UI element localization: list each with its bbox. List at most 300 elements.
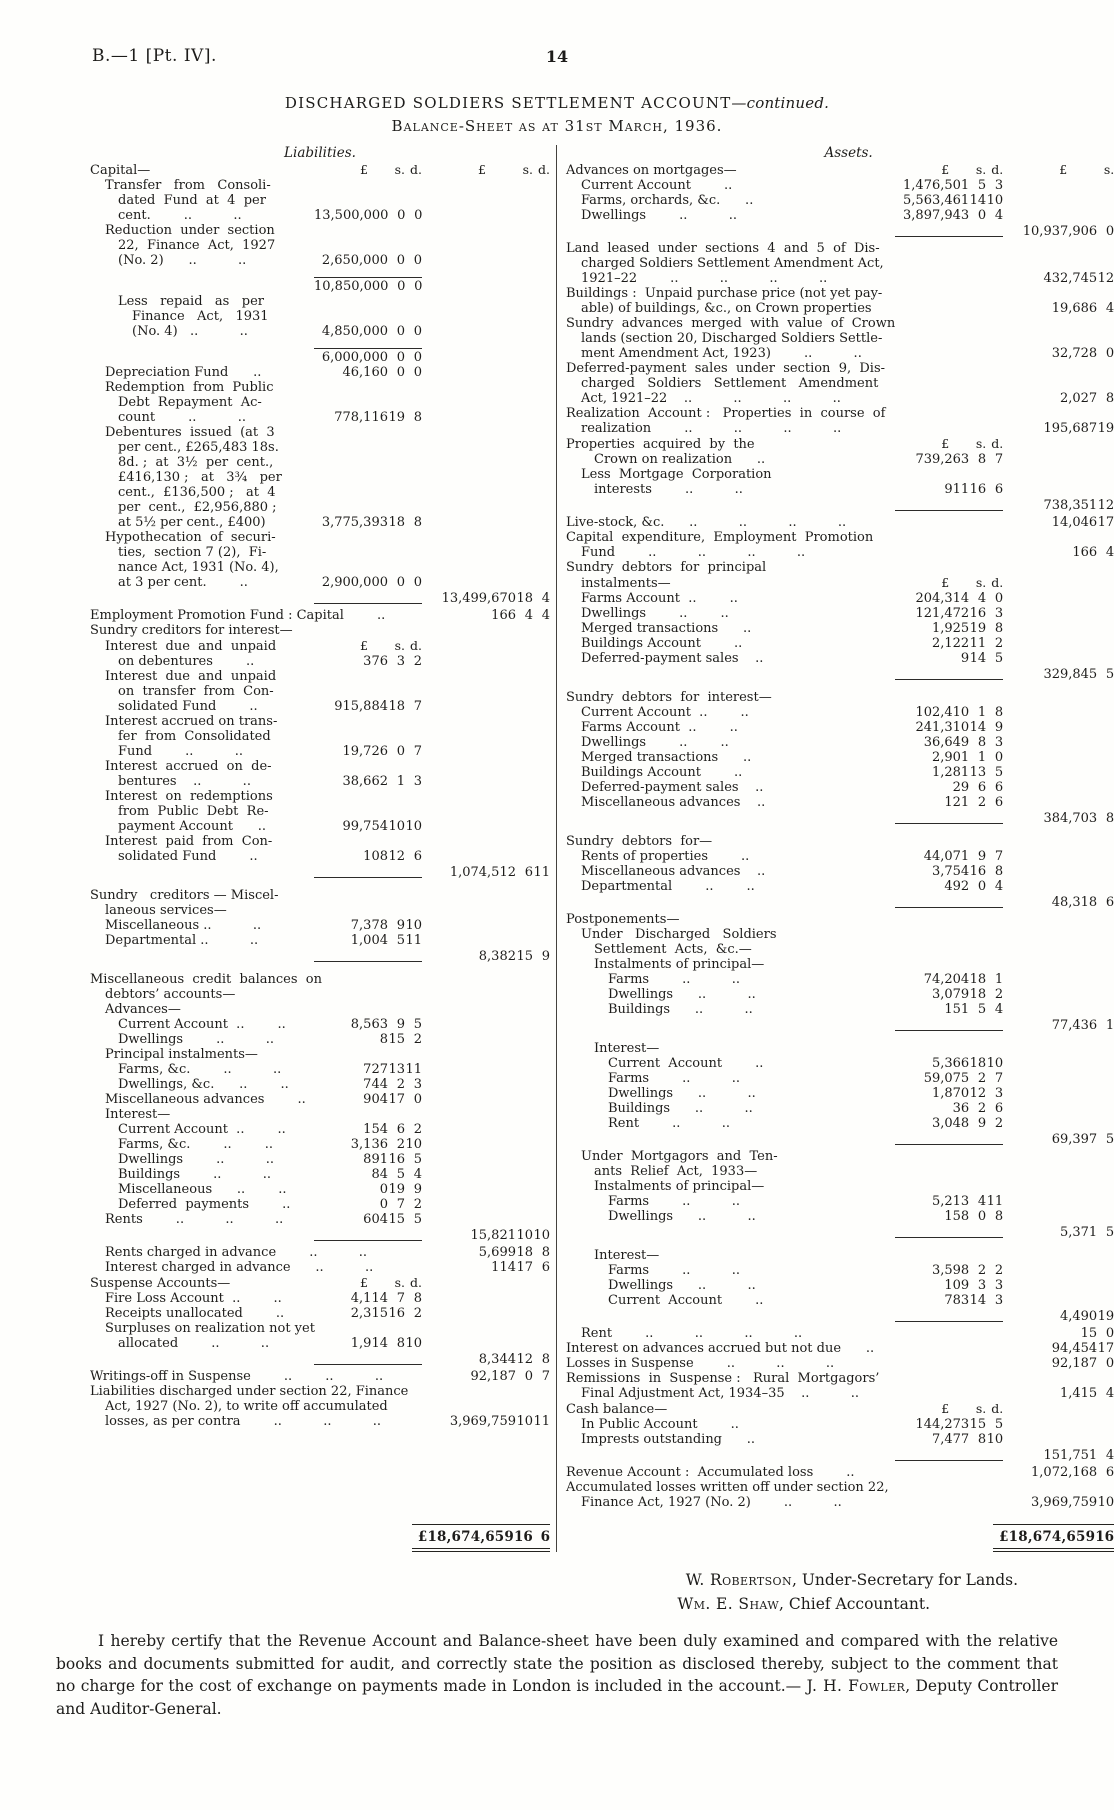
amount-shillings: 10 xyxy=(516,1414,533,1429)
ledger-row xyxy=(90,918,550,933)
amount-pounds: 492 xyxy=(944,879,970,894)
inner-amount-cell xyxy=(895,795,1003,810)
ledger-row xyxy=(90,1062,550,1077)
inner-amount-cell xyxy=(895,1263,1003,1278)
amount-pounds xyxy=(895,501,969,510)
row-label: Advances on mortgages— xyxy=(566,163,737,178)
amount-shillings: 18 xyxy=(388,515,405,530)
row-label: Less Mortgage Corporation xyxy=(581,467,772,482)
inner-amount-cell xyxy=(895,208,1003,223)
amount-shillings: 16 xyxy=(969,482,987,497)
amount-shillings: 18 xyxy=(969,972,987,987)
amount-pounds: 384,703 xyxy=(1043,811,1098,826)
amount-shillings: 0 xyxy=(1105,224,1114,239)
amount-pence: 2 xyxy=(413,654,422,669)
ledger-row xyxy=(566,331,1114,346)
row-label: lands (section 20, Discharged Soldiers Settle- xyxy=(581,331,883,346)
ledger-row xyxy=(566,1326,1114,1341)
ledger-row xyxy=(90,1047,550,1062)
amount-shillings: 12 xyxy=(516,1352,533,1367)
row-label: Hypothecation of securi- xyxy=(105,530,276,545)
ledger-row xyxy=(566,575,1114,591)
amount-pounds: 2,901 xyxy=(931,750,970,765)
ledger-row xyxy=(566,271,1114,286)
liabilities-total-amounts xyxy=(412,1524,550,1552)
amount-pence: 0 xyxy=(414,208,423,223)
amount-pence: 8 xyxy=(541,1245,550,1260)
amount-pounds: 29 xyxy=(952,780,970,795)
amount-shillings: 16 xyxy=(388,1306,405,1321)
ledger-row xyxy=(566,1341,1114,1356)
ledger-row xyxy=(90,789,550,804)
amount-pounds: 102,410 xyxy=(915,705,970,720)
inner-amount-cell xyxy=(314,1062,422,1077)
amount-pence xyxy=(405,594,422,603)
inner-amount-cell xyxy=(895,1432,1003,1447)
amount-pounds: 44,071 xyxy=(923,849,970,864)
row-label: Sundry debtors for interest— xyxy=(566,690,772,705)
ledger-row xyxy=(90,972,550,987)
amount-pence: 7 xyxy=(413,699,422,714)
ledger-row xyxy=(566,530,1114,545)
ledger-row xyxy=(566,1002,1114,1017)
amount-pence: 3 xyxy=(994,1086,1004,1101)
amount-shillings xyxy=(388,594,405,603)
ledger-row xyxy=(90,294,550,309)
balance-sheet xyxy=(90,145,1114,1552)
inner-amount-cell xyxy=(895,765,1003,780)
amount-pence: 5 xyxy=(413,1017,422,1032)
amount-shillings: 9 xyxy=(396,918,405,933)
ledger-row xyxy=(90,470,550,485)
liabilities-column xyxy=(90,145,556,1552)
balance-sheet-subtitle: Balance-Sheet as at 31st March, 1936. xyxy=(391,117,723,135)
ledger-row xyxy=(566,927,1114,942)
amount-pence xyxy=(405,268,422,277)
amount-pounds: 32,728 xyxy=(1051,346,1098,361)
subtotal-rule-row xyxy=(90,591,550,606)
inner-amount-cell xyxy=(314,575,422,590)
amount-pounds: 5,213 xyxy=(931,1194,970,1209)
row-label: fer from Consolidated xyxy=(118,729,271,744)
ledger-row xyxy=(90,500,550,515)
row-label: Farms Account .. .. xyxy=(581,720,738,735)
row-label: laneous services— xyxy=(105,903,227,918)
amount-pence: 9 xyxy=(994,720,1004,735)
currency-col-header: d. xyxy=(991,575,1004,590)
amount-pounds: 5,563,461 xyxy=(903,193,970,208)
currency-col-header: s. xyxy=(394,1275,405,1290)
amount-pounds: 144,273 xyxy=(915,1417,970,1432)
outer-amount-cell xyxy=(1003,346,1114,361)
ledger-row xyxy=(566,1086,1114,1101)
row-label: Current Account .. xyxy=(608,1293,764,1308)
row-label: Departmental .. .. xyxy=(105,933,259,948)
currency-col-header: £ xyxy=(941,436,950,451)
amount-pounds: 1,476,501 xyxy=(903,178,970,193)
ledger-row xyxy=(566,208,1114,223)
outer-amount-cell xyxy=(422,1414,550,1429)
amount-shillings: 1 xyxy=(396,774,405,789)
row-label: Miscellaneous advances .. xyxy=(105,1092,306,1107)
amount-pence: 5 xyxy=(994,765,1004,780)
ledger-row xyxy=(90,560,550,575)
ledger-row xyxy=(566,162,1114,178)
amount-pence: 7 xyxy=(541,1369,550,1384)
row-label: Current Account .. .. xyxy=(118,1017,286,1032)
outer-amount-cell xyxy=(1003,271,1114,286)
inner-amount-cell xyxy=(314,868,422,878)
amount-pounds: 121,472 xyxy=(915,606,970,621)
row-label: Miscellaneous advances .. xyxy=(581,864,766,879)
inner-amount-cell xyxy=(314,162,422,177)
amount-shillings xyxy=(969,1021,986,1030)
amount-pounds: 4,850,000 xyxy=(321,324,388,339)
amount-pence: 5 xyxy=(413,1212,422,1227)
amount-pounds: 915,884 xyxy=(334,699,388,714)
inner-amount-cell xyxy=(895,1228,1003,1238)
ledger-row xyxy=(566,1480,1114,1495)
amount-pounds: 3,079 xyxy=(931,987,970,1002)
amount-shillings: 0 xyxy=(396,365,405,380)
row-label: Interest charged in advance .. .. xyxy=(105,1260,374,1275)
row-label: Farms .. .. xyxy=(608,1263,741,1278)
amount-shillings: 0 xyxy=(977,208,987,223)
ledger-row xyxy=(90,1032,550,1047)
amount-pounds: 1,004 xyxy=(350,933,388,948)
amount-shillings: 15 xyxy=(969,1417,987,1432)
currency-col-header: £ xyxy=(478,162,486,177)
amount-shillings xyxy=(969,814,986,823)
amount-pence: 3 xyxy=(994,178,1004,193)
ledger-row xyxy=(90,1122,550,1137)
inner-amount-cell xyxy=(895,735,1003,750)
amount-shillings: 15 xyxy=(388,1032,405,1047)
amount-pence: 3 xyxy=(413,1077,422,1092)
ledger-row xyxy=(90,1107,550,1122)
row-label: Miscellaneous credit balances on xyxy=(90,972,323,987)
outer-amount-cell xyxy=(1003,391,1114,406)
row-label: Interest due and unpaid xyxy=(105,639,277,654)
ledger-row xyxy=(90,530,550,545)
inner-amount-cell xyxy=(895,162,1003,177)
amount-pounds: 3,048 xyxy=(931,1116,970,1131)
amount-pounds: 432,745 xyxy=(1043,271,1098,286)
inner-amount-cell xyxy=(895,178,1003,193)
inner-amount-cell xyxy=(314,350,422,365)
ledger-row xyxy=(90,279,550,294)
row-label: Buildings .. .. xyxy=(608,1101,753,1116)
inner-amount-cell xyxy=(314,1275,422,1290)
amount-shillings: 2 xyxy=(977,1101,987,1116)
ledger-row xyxy=(566,987,1114,1002)
amount-pounds: 84 xyxy=(371,1167,388,1182)
amount-pence xyxy=(986,1228,1003,1237)
row-label: Buildings .. .. xyxy=(608,1002,753,1017)
ledger-row xyxy=(566,1495,1114,1510)
amount-shillings: 2 xyxy=(977,795,987,810)
ledger-row xyxy=(566,376,1114,391)
row-label: Merged transactions .. xyxy=(581,750,752,765)
ledger-row xyxy=(90,395,550,410)
ledger-row xyxy=(90,699,550,714)
inner-amount-cell xyxy=(895,1293,1003,1308)
amount-shillings: 16 xyxy=(388,1152,405,1167)
inner-amount-cell xyxy=(314,1291,422,1306)
currency-col-header: s. xyxy=(394,638,405,653)
ledger-row xyxy=(566,346,1114,361)
subtotal-rule-row xyxy=(566,1225,1114,1240)
outer-amount-cell xyxy=(1003,667,1114,682)
inner-amount-cell xyxy=(314,1122,422,1137)
ledger-row xyxy=(566,621,1114,636)
amount-pounds: 36,649 xyxy=(923,735,970,750)
inner-amount-cell xyxy=(895,1021,1003,1031)
amount-shillings: 16 xyxy=(969,606,987,621)
amount-pounds: 3,969,759 xyxy=(449,1414,516,1429)
ledger-row xyxy=(566,361,1114,376)
inner-amount-cell xyxy=(314,933,422,948)
amount-pence: 7 xyxy=(413,744,422,759)
currency-col-header: d. xyxy=(410,1275,422,1290)
amount-shillings xyxy=(388,1231,405,1240)
amount-pence: 10 xyxy=(986,1432,1004,1447)
row-label: Less repaid as per xyxy=(118,294,264,309)
amount-shillings: 0 xyxy=(396,350,405,365)
amount-pence: 0 xyxy=(413,575,422,590)
ledger-row xyxy=(90,309,550,324)
amount-pence: 8 xyxy=(413,515,422,530)
amount-pounds: 109 xyxy=(944,1278,970,1293)
inner-amount-cell xyxy=(314,1032,422,1047)
ledger-row xyxy=(90,425,550,440)
liabilities-total xyxy=(90,1524,550,1552)
row-label: Losses in Suspense .. .. .. xyxy=(566,1356,835,1371)
amount-pence: 8 xyxy=(413,1291,422,1306)
amount-pence: 8 xyxy=(994,864,1004,879)
outer-amount-cell xyxy=(422,1260,550,1275)
amount-shillings: 9 xyxy=(396,1017,405,1032)
amount-pounds: 3,969,759 xyxy=(1031,1495,1098,1510)
amount-shillings: 5 xyxy=(396,1167,405,1182)
ledger-row xyxy=(566,1116,1114,1131)
row-label: Current Account .. xyxy=(581,178,733,193)
running-head xyxy=(92,46,1022,72)
account-title-main: DISCHARGED SOLDIERS SETTLEMENT ACCOUNT xyxy=(284,94,732,112)
amount-shillings xyxy=(388,1355,405,1364)
inner-amount-cell xyxy=(895,1056,1003,1071)
ledger-row xyxy=(90,545,550,560)
amount-pence: 6 xyxy=(541,1260,550,1275)
amount-pence: 7 xyxy=(994,452,1004,467)
row-label: 8d. ; at 3½ per cent., xyxy=(118,455,274,470)
currency-col-header: d. xyxy=(410,638,422,653)
amount-pence: 10 xyxy=(533,1228,550,1243)
subtotal-rule-row xyxy=(90,340,550,348)
inner-amount-cell xyxy=(895,1086,1003,1101)
ledger-row xyxy=(566,1432,1114,1447)
auditor-title: , Deputy Controller and Auditor-General. xyxy=(56,1677,1058,1718)
row-label: solidated Fund .. xyxy=(118,849,258,864)
ledger-row xyxy=(566,912,1114,927)
inner-amount-cell xyxy=(895,670,1003,680)
amount-pence: 2 xyxy=(413,1197,422,1212)
amount-shillings: 18 xyxy=(969,1056,987,1071)
amount-shillings: 0 xyxy=(1105,346,1114,361)
amount-pounds: 151,751 xyxy=(1043,1448,1098,1463)
row-label: Capital— xyxy=(90,163,151,178)
row-label: Debt Repayment Ac- xyxy=(118,395,262,410)
outer-amount-cell xyxy=(1003,1448,1114,1463)
amount-pounds: 4,114 xyxy=(350,1291,388,1306)
amount-shillings xyxy=(388,868,405,877)
inner-amount-cell xyxy=(314,1167,422,1182)
amount-pence: 0 xyxy=(994,750,1004,765)
row-label: Dwellings .. .. xyxy=(608,1209,756,1224)
ledger-row xyxy=(90,759,550,774)
amount-shillings: 2 xyxy=(396,1077,405,1092)
inner-amount-cell xyxy=(895,1401,1003,1416)
row-label: In Public Account .. xyxy=(581,1417,739,1432)
amount-pence: 8 xyxy=(413,410,422,425)
amount-shillings: 6 xyxy=(977,780,987,795)
ledger-row xyxy=(566,1071,1114,1086)
row-label: ment Amendment Act, 1923) .. .. xyxy=(581,346,862,361)
amount-shillings: 5 xyxy=(1105,1225,1114,1240)
amount-shillings: 12 xyxy=(1097,498,1114,513)
amount-pence xyxy=(405,1231,422,1240)
amount-pence: 4 xyxy=(994,879,1004,894)
row-label: Fund .. .. xyxy=(118,744,243,759)
ledger-row xyxy=(90,440,550,455)
amount-shillings xyxy=(969,1451,986,1460)
amount-pounds: 48,318 xyxy=(1051,895,1098,910)
amount-shillings: 4 xyxy=(1105,545,1114,560)
amount-shillings: 15 xyxy=(388,1212,405,1227)
row-label: Finance Act, 1931 xyxy=(132,309,269,324)
ledger-row xyxy=(566,1293,1114,1308)
row-label: at 5½ per cent., £400) xyxy=(118,515,266,530)
row-label: charged Soldiers Settlement Amendment xyxy=(581,376,879,391)
ledger-row xyxy=(90,380,550,395)
row-label: Interest on redemptions xyxy=(105,789,273,804)
amount-pounds: 151 xyxy=(944,1002,970,1017)
amount-pounds: 19,686 xyxy=(1051,301,1098,316)
amount-pence: 2 xyxy=(413,1032,422,1047)
row-label: Sundry debtors for principal xyxy=(566,560,767,575)
page-number: 14 xyxy=(545,47,569,66)
row-label: Dwellings, &c. .. .. xyxy=(118,1077,289,1092)
amount-shillings: 0 xyxy=(396,253,405,268)
row-label: Dwellings .. .. xyxy=(118,1152,274,1167)
currency-col-header: d. xyxy=(991,436,1004,451)
amount-shillings xyxy=(388,952,405,961)
amount-pence: 3 xyxy=(994,606,1004,621)
amount-pence: 6 xyxy=(994,780,1004,795)
inner-amount-cell xyxy=(314,1137,422,1152)
amount-pounds: 1,074,512 xyxy=(449,865,516,880)
ledger-row xyxy=(566,301,1114,316)
amount-pence xyxy=(986,227,1003,236)
inner-amount-cell xyxy=(895,1194,1003,1209)
inner-amount-cell xyxy=(314,365,422,380)
amount-shillings: 5 xyxy=(1105,667,1114,682)
ledger-row xyxy=(90,1245,550,1260)
subtotal-rule-row xyxy=(566,895,1114,910)
subtotal-rule-row xyxy=(566,224,1114,239)
amount-shillings: 4 xyxy=(1105,301,1114,316)
currency-col-header: £ xyxy=(941,162,950,177)
amount-shillings: 17 xyxy=(1097,515,1114,530)
row-label: Interest due and unpaid xyxy=(105,669,277,684)
amount-shillings: 0 xyxy=(524,1369,533,1384)
amount-shillings: 9 xyxy=(977,849,987,864)
amount-pounds: 4,490 xyxy=(1059,1309,1098,1324)
row-label: Current Account .. .. xyxy=(581,705,749,720)
inner-amount-cell xyxy=(895,651,1003,666)
ledger-row xyxy=(566,750,1114,765)
total-spacer xyxy=(566,1524,993,1552)
row-label: Revenue Account : Accumulated loss .. xyxy=(566,1465,855,1480)
inner-amount-cell xyxy=(314,515,422,530)
currency-col-header: s. xyxy=(394,162,405,177)
subtotal-rule-row xyxy=(566,811,1114,826)
amount-pounds: 1,925 xyxy=(931,621,970,636)
ledger-row xyxy=(566,1401,1114,1417)
amount-pence xyxy=(986,1451,1003,1460)
amount-shillings: 14 xyxy=(969,720,987,735)
ledger-row xyxy=(90,714,550,729)
amount-pence: 11 xyxy=(405,1062,422,1077)
doc-reference: B.—1 [Pt. IV]. xyxy=(92,46,217,66)
row-label: (No. 2) .. .. xyxy=(118,253,247,268)
currency-col-header: d. xyxy=(991,1401,1004,1416)
amount-shillings xyxy=(969,898,986,907)
row-label: Rent .. .. xyxy=(608,1116,730,1131)
row-label: Writings-off in Suspense .. .. .. xyxy=(90,1369,384,1384)
amount-pounds: 7,378 xyxy=(350,918,388,933)
ledger-row xyxy=(566,957,1114,972)
row-label: Dwellings .. .. xyxy=(581,735,729,750)
inner-amount-cell xyxy=(895,436,1003,451)
amount-shillings xyxy=(388,339,405,348)
currency-col-header: s. xyxy=(975,162,987,177)
amount-shillings: 0 xyxy=(1105,1326,1114,1341)
amount-pounds: 604 xyxy=(363,1212,388,1227)
row-label: Fund .. .. .. .. xyxy=(581,545,806,560)
amount-pence xyxy=(986,1021,1003,1030)
subtotal-rule-row xyxy=(566,1448,1114,1463)
amount-pence: 2 xyxy=(994,1116,1004,1131)
ledger-row xyxy=(90,744,550,759)
total-pounds: £18,674,659 xyxy=(417,1529,514,1545)
amount-pounds: 911 xyxy=(944,482,970,497)
amount-pounds: 8,382 xyxy=(478,949,516,964)
inner-amount-cell xyxy=(895,987,1003,1002)
amount-pence: 0 xyxy=(413,365,422,380)
amount-pounds: 2,027 xyxy=(1059,391,1098,406)
subtotal-rule-row xyxy=(90,949,550,964)
ledger-row xyxy=(90,1321,550,1336)
amount-pounds: 108 xyxy=(363,849,388,864)
inner-amount-cell xyxy=(314,774,422,789)
currency-col-header: s. xyxy=(975,575,987,590)
row-label: Interest paid from Con- xyxy=(105,834,273,849)
amount-shillings: 8 xyxy=(1105,811,1114,826)
row-label: Rent .. .. .. .. xyxy=(581,1326,803,1341)
currency-col-header: s. xyxy=(975,1401,987,1416)
ledger-row xyxy=(90,162,550,178)
